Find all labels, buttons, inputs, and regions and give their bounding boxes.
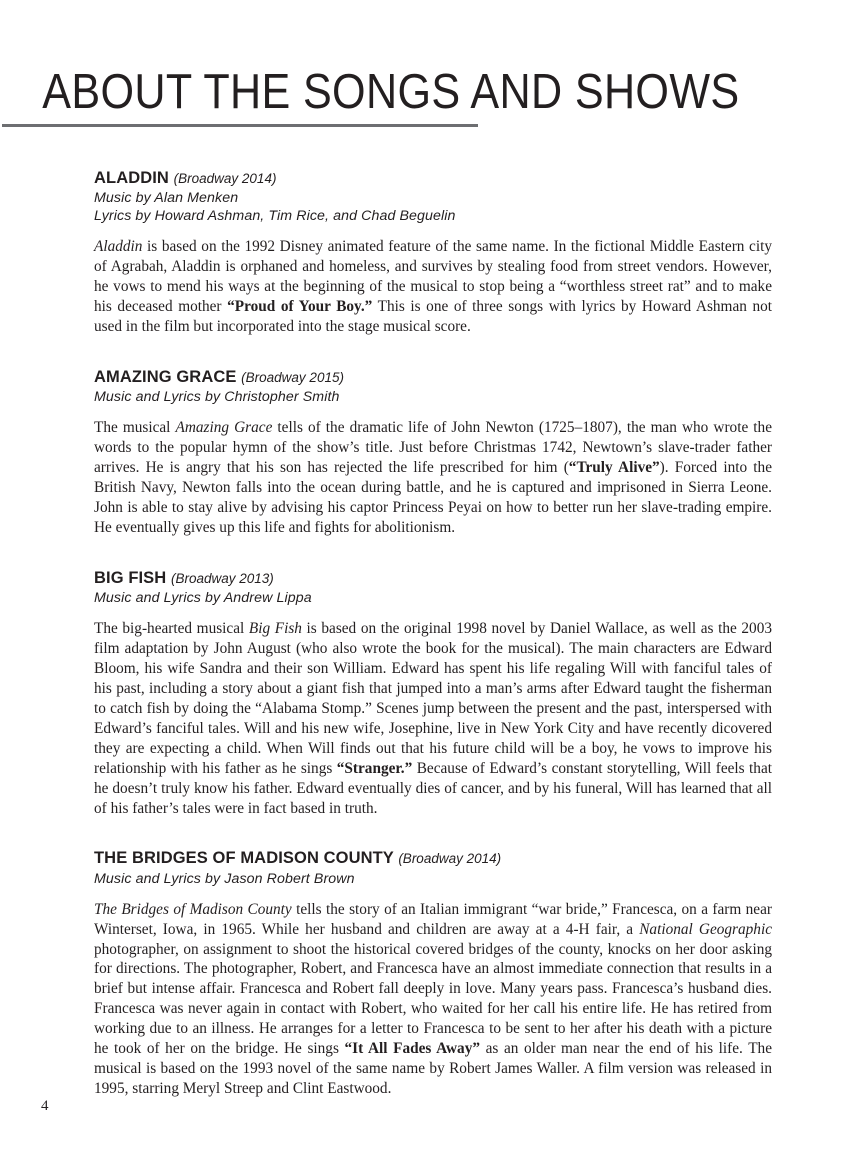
show-description: The Bridges of Madison County tells the story of an Italian immigrant “war bride,” Francesca, on a farm near Winterset, Iowa, in 1965. While her husband and children are away at a 4-H fair, a National Geographic photographer, on assignment to shoot the historical covered bridges of the county, knocks on her door asking for directions. The photographer, Robert, and Francesca have an almost immediate connection that results in a brief but intense affair. Francesca and Robert fall deeply in love. Many years pass. Francesca’s husband dies. Francesca was never again in contact with Robert, who waited for her call his entire life. He has retired from working due to an illness. He arranges for a letter to Francesca to be sent to her after his death with a picture he took of her on the bridge. He sings “It All Fades Away” as an older man near the end of his life. The musical is based on the 1993 novel of the same name by Robert James Waller. A film version was released in 1995, starring Meryl Streep and Clint Eastwood.	[94, 900, 772, 1098]
show-section	[94, 848, 772, 1099]
show-run-info: (Broadway 2014)	[173, 171, 277, 186]
show-section	[94, 168, 772, 337]
show-credit-line: Music and Lyrics by Andrew Lippa	[94, 589, 312, 606]
show-title: AMAZING GRACE	[94, 367, 237, 386]
show-heading	[94, 168, 772, 189]
show-description: The big-hearted musical Big Fish is based on the original 1998 novel by Daniel Wallace, as well as the 2003 film adaptation by John August (who also wrote the book for the musical). The main characters are Edward Bloom, his wife Sandra and their son William. Edward has spent his life regaling Will with fanciful tales of his past, including a story about a giant fish that jumped into a man’s arms after Edward taught the fisherman to catch fish by doing the “Alabama Stomp.” Scenes jump between the present and the past, interspersed with Edward’s fanciful tales. Will and his new wife, Josephine, live in New York City and have recently dicovered they are expecting a child. When Will finds out that his future child will be a boy, he vows to improve his relationship with his father as he sings “Stranger.” Because of Edward’s constant storytelling, Will feels that he doesn’t truly know his father. Edward eventually dies of cancer, and by his funeral, Will has learned that all of his father’s tales were in fact based in truth.	[94, 619, 772, 817]
sections-container	[94, 168, 772, 1099]
page-number: 4	[41, 1098, 49, 1114]
show-section	[94, 568, 772, 819]
show-run-info: (Broadway 2013)	[171, 570, 274, 586]
show-run-info: (Broadway 2015)	[241, 369, 344, 385]
show-credit-line: Music by Alan Menken	[94, 190, 239, 207]
show-title: THE BRIDGES OF MADISON COUNTY	[94, 849, 394, 868]
show-credit-line: Music and Lyrics by Christopher Smith	[94, 389, 340, 406]
show-section	[94, 367, 772, 538]
show-heading	[94, 367, 772, 388]
show-title: BIG FISH	[94, 568, 167, 587]
show-credit-line: Lyrics by Howard Ashman, Tim Rice, and Chad Beguelin	[94, 208, 456, 225]
title-divider-rule	[2, 124, 478, 127]
show-description: Aladdin is based on the 1992 Disney animated feature of the same name. In the fictional Middle Eastern city of Agrabah, Aladdin is orphaned and homeless, and survives by stealing food from street vendors. However, he vows to mend his ways at the beginning of the musical to stop being a “worthless street rat” and to make his deceased mother “Proud of Your Boy.” This is one of three songs with lyrics by Howard Ashman not used in the film but incorporated into the stage musical score.	[94, 238, 773, 335]
show-description: The musical Amazing Grace tells of the dramatic life of John Newton (1725–1807), the man who wrote the words to the popular hymn of the show’s title. Just before Christmas 1742, Newtown’s slave-trader father arrives. He is angry that his son has rejected the life prescribed for him (“Truly Alive”). Forced into the British Navy, Newton falls into the ocean during battle, and he is captured and imprisoned in Sierra Leone. John is able to stay alive by advising his captor Princess Peyai on how to better run her slave-trading empire. He eventually gives up this life and fights for abolitionism.	[94, 419, 772, 536]
show-credit-line: Music and Lyrics by Jason Robert Brown	[94, 870, 355, 887]
page-title: ABOUT THE SONGS AND SHOWS	[42, 65, 740, 119]
show-run-info: (Broadway 2014)	[398, 851, 502, 867]
page-header	[0, 65, 864, 119]
show-heading	[94, 568, 772, 589]
show-title: ALADDIN	[94, 169, 169, 187]
show-heading	[94, 848, 772, 869]
